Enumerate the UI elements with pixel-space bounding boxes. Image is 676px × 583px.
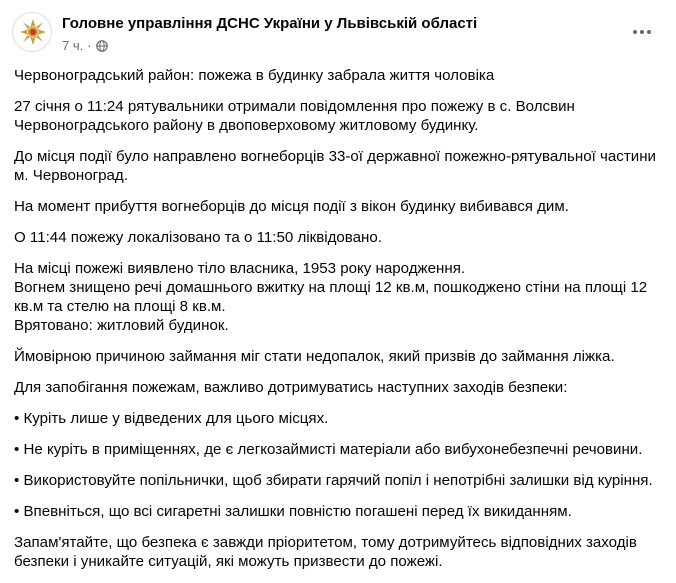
post-paragraph xyxy=(14,147,662,185)
safety-tip xyxy=(14,440,662,459)
post-paragraph xyxy=(14,378,662,397)
text-line: Запам'ятайте, що безпека є завжди пріоритетом, тому дотримуйтесь відповідних заходів xyxy=(14,534,637,551)
text-line: На місці пожежі виявлено тіло власника, 1953 року народження. xyxy=(14,260,466,277)
post-paragraph xyxy=(14,197,662,216)
globe-icon[interactable] xyxy=(96,40,108,52)
post-paragraph xyxy=(14,228,662,247)
text-line: • Використовуйте попільнички, щоб збирати гарячий попіл і непотрібні залишки від куріння. xyxy=(14,472,653,489)
more-dot xyxy=(640,30,644,34)
post-paragraph xyxy=(14,259,662,335)
more-dot xyxy=(647,30,651,34)
text-line: безпеки і уникайте ситуацій, які можуть призвести до пожежі. xyxy=(14,553,443,570)
text-line: кв.м та стелю на площі 8 кв.м. xyxy=(14,298,226,315)
text-line: До місця події було направлено вогнеборців 33-ої державної пожежно-рятувальної частини xyxy=(14,148,656,165)
dsns-emblem-icon xyxy=(19,18,47,46)
text-line: Вогнем знищено речі домашнього вжитку на площі 12 кв.м, пошкоджено стіни на площі 12 xyxy=(14,279,648,296)
meta-separator: · xyxy=(87,38,92,53)
post-header xyxy=(12,10,664,60)
post-paragraph xyxy=(14,97,662,135)
post-body xyxy=(14,66,662,583)
safety-tip xyxy=(14,409,662,428)
text-line: Червоноградського району в двоповерховому житловому будинку. xyxy=(14,117,479,134)
page-name-link[interactable]: Головне управління ДСНС України у Львівській області xyxy=(62,15,478,32)
text-line: • Куріть лише у відведених для цього місцях. xyxy=(14,410,329,427)
text-line: м. Червоноград. xyxy=(14,167,128,184)
post-meta xyxy=(62,38,108,53)
post-timestamp[interactable]: 7 ч. xyxy=(62,38,84,53)
page-avatar[interactable] xyxy=(12,12,52,52)
safety-tip xyxy=(14,471,662,490)
text-line: На момент прибуття вогнеборців до місця події з вікон будинку вибивався дим. xyxy=(14,198,569,215)
text-line: • Впевніться, що всі сигаретні залишки повністю погашені перед їх викиданням. xyxy=(14,503,572,520)
text-line: 27 січня о 11:24 рятувальники отримали повідомлення про пожежу в с. Волсвин xyxy=(14,98,575,115)
post-title xyxy=(14,66,662,85)
text-line: Червоноградський район: пожежа в будинку забрала життя чоловіка xyxy=(14,67,495,84)
safety-tip xyxy=(14,502,662,521)
more-options-icon[interactable] xyxy=(630,20,654,44)
post-paragraph xyxy=(14,347,662,366)
text-line: Для запобігання пожежам, важливо дотримуватись наступних заходів безпеки: xyxy=(14,379,568,396)
more-dot xyxy=(633,30,637,34)
text-line: Ймовірною причиною займання міг стати недопалок, який призвів до займання ліжка. xyxy=(14,348,615,365)
post-paragraph xyxy=(14,533,662,571)
text-line: • Не куріть в приміщеннях, де є легкозаймисті матеріали або вибухонебезпечні речовини. xyxy=(14,441,643,458)
text-line: Врятовано: житловий будинок. xyxy=(14,317,229,334)
text-line: О 11:44 пожежу локалізовано та о 11:50 ліквідовано. xyxy=(14,229,382,246)
